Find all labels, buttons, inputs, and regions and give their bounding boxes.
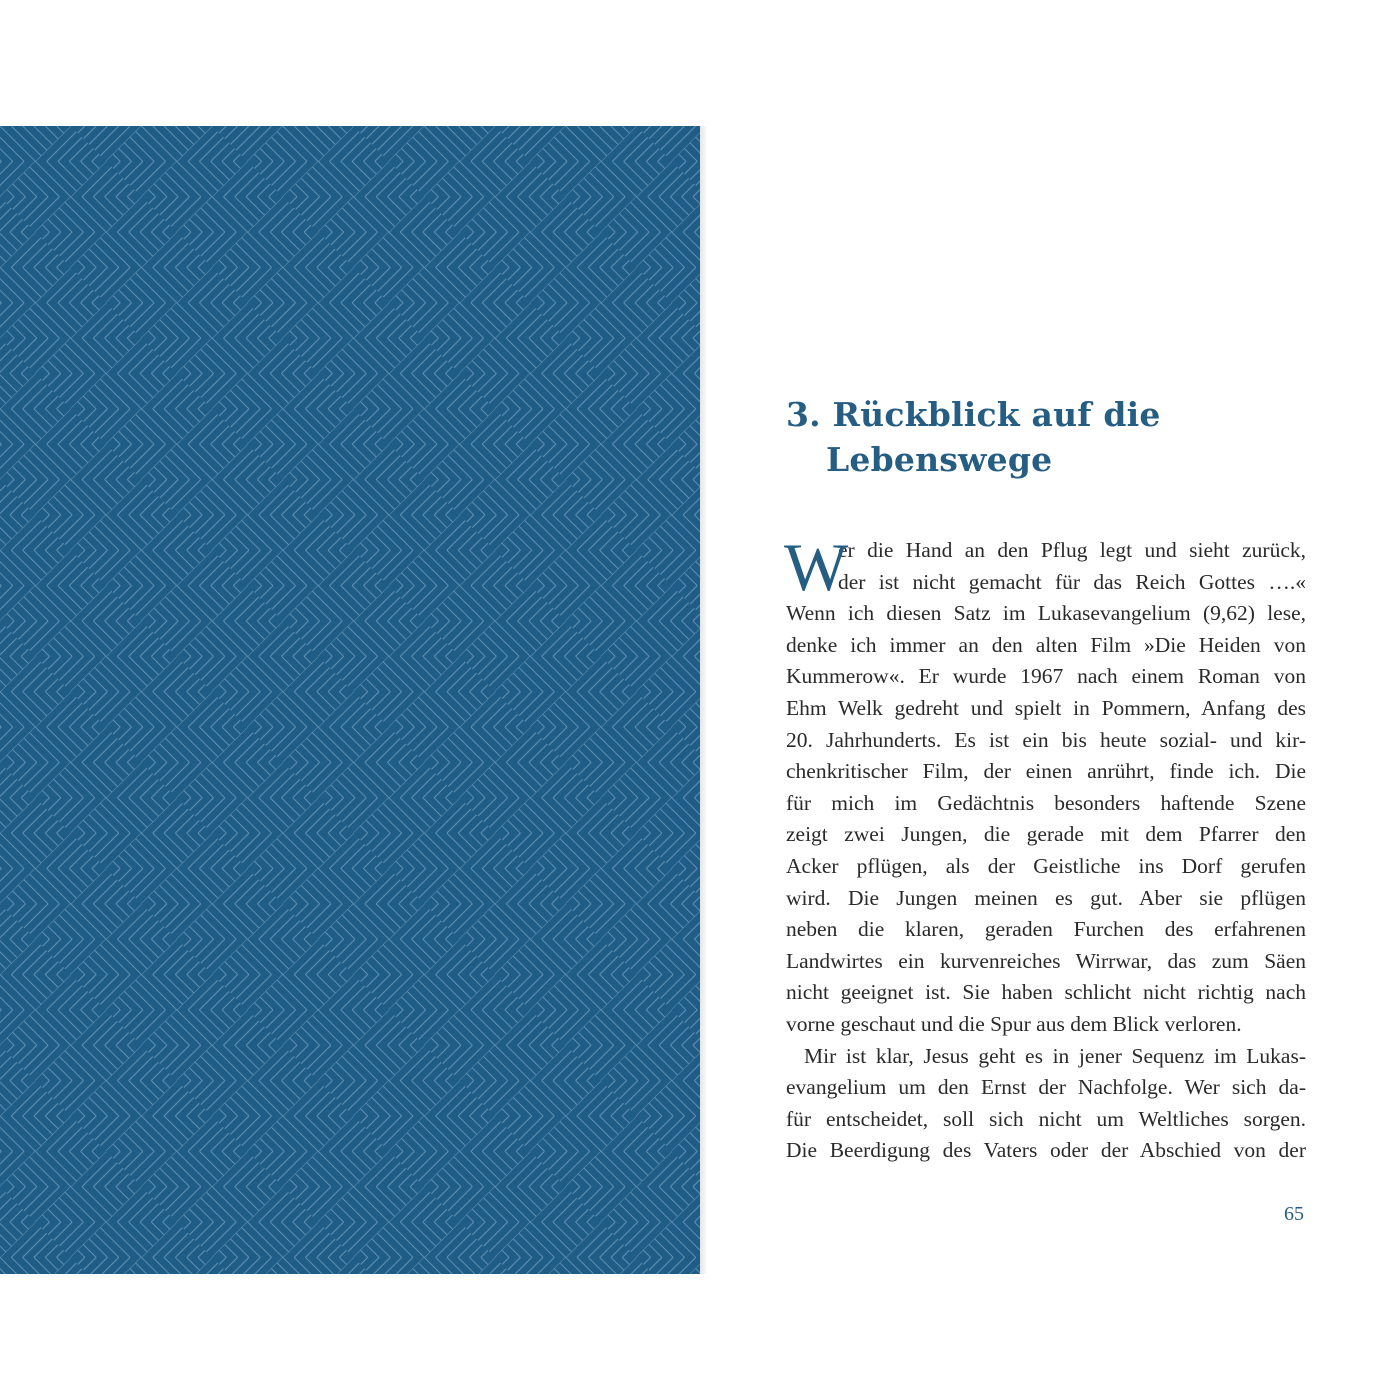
text-line: Wenn ich diesen Satz im Lukasevangelium (9,62) lese, [786, 601, 1306, 626]
text-line: chenkritischer Film, der einen anrührt, finde ich. Die [786, 759, 1306, 784]
text-line: für mich im Gedächtnis besonders haftende Szene [786, 790, 1306, 815]
text-line: Kummerow«. Er wurde 1967 nach einem Roman von [786, 664, 1306, 689]
text-line: er die Hand an den Pflug legt und sieht zurück, [838, 538, 1306, 562]
page-number: 65 [1284, 1203, 1304, 1225]
text-line: evangelium um den Ernst der Nachfolge. Wer sich da- [786, 1075, 1306, 1100]
text-line: für entscheidet, soll sich nicht um Weltliches sorgen. [786, 1106, 1306, 1131]
text-line: der ist nicht gemacht für das Reich Gottes ….« [838, 569, 1306, 594]
text-line: denke ich immer an den alten Film »Die Heiden von [786, 632, 1306, 657]
text-line: zeigt zwei Jungen, die gerade mit dem Pfarrer den [786, 822, 1306, 847]
geometric-pattern [0, 126, 700, 1274]
text-line: Acker pflügen, als der Geistliche ins Dorf gerufen [786, 853, 1306, 878]
text-line: wird. Die Jungen meinen es gut. Aber sie pflügen [786, 885, 1306, 910]
chapter-title-line-2: Lebenswege [826, 440, 1053, 479]
drop-cap: W [784, 529, 849, 605]
text-line: 20. Jahrhunderts. Es ist ein bis heute sozial- und kir- [786, 727, 1306, 752]
text-line: nicht geeignet ist. Sie haben schlicht nicht richtig nach [786, 980, 1306, 1005]
decorative-pattern-page [0, 126, 700, 1274]
body-text [784, 529, 1306, 1167]
text-line: Landwirtes ein kurvenreiches Wirrwar, das zum Säen [786, 948, 1306, 973]
text-line: Die Beerdigung des Vaters oder der Abschied von der [786, 1138, 1306, 1163]
gutter-shadow [700, 126, 708, 1274]
text-line: vorne geschaut und die Spur aus dem Blick verloren. [786, 1011, 1242, 1036]
text-line: neben die klaren, geraden Furchen des erfahrenen [786, 917, 1306, 942]
text-line: Mir ist klar, Jesus geht es in jener Sequenz im Lukas- [804, 1043, 1306, 1068]
text-line: Ehm Welk gedreht und spielt in Pommern, Anfang des [786, 695, 1306, 720]
chapter-title-line-1: 3. Rückblick auf die [786, 395, 1161, 434]
chapter-title [786, 392, 1326, 482]
